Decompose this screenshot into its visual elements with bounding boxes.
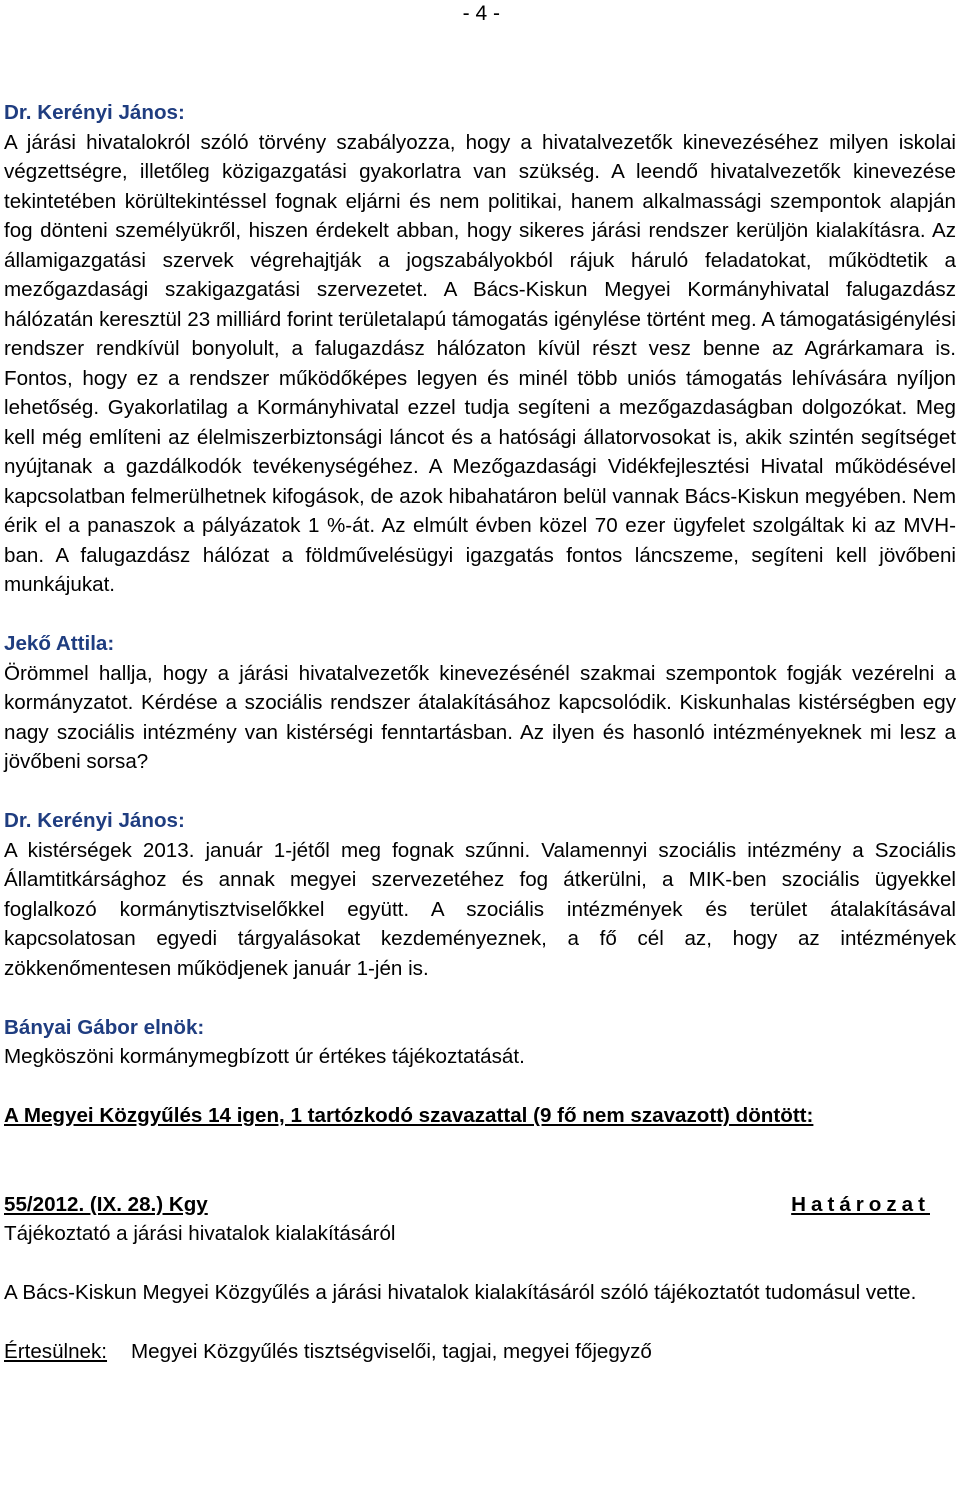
- resolution-title: Tájékoztató a járási hivatalok kialakításáról: [4, 1222, 396, 1245]
- speech-section: [4, 98, 956, 600]
- speech-text: Örömmel hallja, hogy a járási hivatalvezetők kinevezésénél szakmai szempontok fogják vezérelni a kormányzatot. Kérdése a szociális rendszer átalakításához kapcsolódik. Kiskunhalas kistérségben egy nagy szociális intézmény van kistérségi fenntartásban. Az ilyen és hasonló intézményeknek mi lesz a jövőbeni sorsa?: [4, 661, 956, 773]
- resolution-kind: Határozat: [791, 1192, 930, 1216]
- speech-text: A járási hivatalokról szóló törvény szabályozza, hogy a hivatalvezetők kinevezéséhez milyen iskolai végzettségre, illetőleg közigazgatási gyakorlatra van szükség. A leendő hivatalvezetők kinevezése tekintetében körültekintéssel fognak eljárni és nem politikai, hanem alkalmassági szempontok alapján fog dönteni személyükről, hiszen érdekelt abban, hogy sikeres járási rendszer kerüljön kialakításra. Az államigazgatási szervek végrehajtják a jogszabályokból rájuk háruló feladatokat, működtetik a mezőgazdasági szakigazgatási szervezetet. A Bács-Kiskun Megyei Kormányhivatal falugazdász hálózatán keresztül 23 milliárd forint területalapú támogatás igénylése történt meg. A támogatásigénylési rendszer rendkívül bonyolult, a falugazdász hálózaton kívül részt vesz benne az Agrárkamara is. Fontos, hogy ez a rendszer működőképes legyen és minél több uniós támogatás lehívására nyíljon lehetőség. Gyakorlatilag a Kormányhivatal ezzel tudja segíteni a mezőgazdaságban dolgozókat. Meg kell még említeni az élelmiszerbiztonsági láncot és a hatósági állatorvosokat is, akik szintén segítséget nyújtanak a gazdálkodók tevékenységéhez. A Mezőgazdasági Vidékfejlesztési Hivatal működésével kapcsolatban felmerülhetnek kifogások, de azok hibahatáron belül vannak Bács-Kiskun megyében. Nem érik el a panaszok a pályázatok 1 %-át. Az elmúlt évben közel 70 ezer ügyfelet szolgáltak ki az MVH-ban. A falugazdász hálózat a földművelésügyi igazgatás fontos láncszeme, segíteni kell jövőbeni munkájukat.: [4, 130, 956, 596]
- resolution-header: [4, 1190, 956, 1220]
- speaker-name: Jekő Attila:: [4, 632, 115, 655]
- speech-section: [4, 806, 956, 983]
- speaker-name: Bányai Gábor elnök:: [4, 1015, 205, 1039]
- page-number: - 4 -: [462, 2, 500, 25]
- speech-text: A kistérségek 2013. január 1-jétől meg fognak szűnni. Valamennyi szociális intézmény a Szociális Államtitkársághoz és annak megyei szervezetéhez fog átkerülni, a MIK-ben szociális ügyekkel foglalkozó kormánytisztviselőkkel együtt. A szociális intézmények és terület átalakításával kapcsolatosan egyedi tárgyalásokat kezdeményeznek, a fő cél az, hogy az intézmények zökkenőmentesen működjenek január 1-jén is.: [4, 838, 956, 980]
- speaker-name: Dr. Kerényi János:: [4, 809, 185, 832]
- speech-section: [4, 629, 956, 777]
- document-body: [4, 98, 956, 1367]
- distribution-recipients: Megyei Közgyűlés tisztségviselői, tagjai, megyei főjegyző: [131, 1340, 652, 1363]
- distribution-label: Értesülnek:: [4, 1340, 108, 1363]
- speech-text: Megköszöni kormánymegbízott úr értékes tájékoztatását.: [4, 1045, 525, 1068]
- resolution-number: 55/2012. (IX. 28.) Kgy: [4, 1192, 208, 1216]
- distribution-line: [4, 1337, 956, 1367]
- resolution-body: A Bács-Kiskun Megyei Közgyűlés a járási hivatalok kialakításáról szóló tájékoztatót tudomásul vette.: [4, 1281, 917, 1304]
- speech-section: [4, 1013, 956, 1072]
- vote-result: A Megyei Közgyűlés 14 igen, 1 tartózkodó szavazattal (9 fő nem szavazott) döntött:: [4, 1104, 814, 1127]
- speaker-name: Dr. Kerényi János:: [4, 101, 185, 124]
